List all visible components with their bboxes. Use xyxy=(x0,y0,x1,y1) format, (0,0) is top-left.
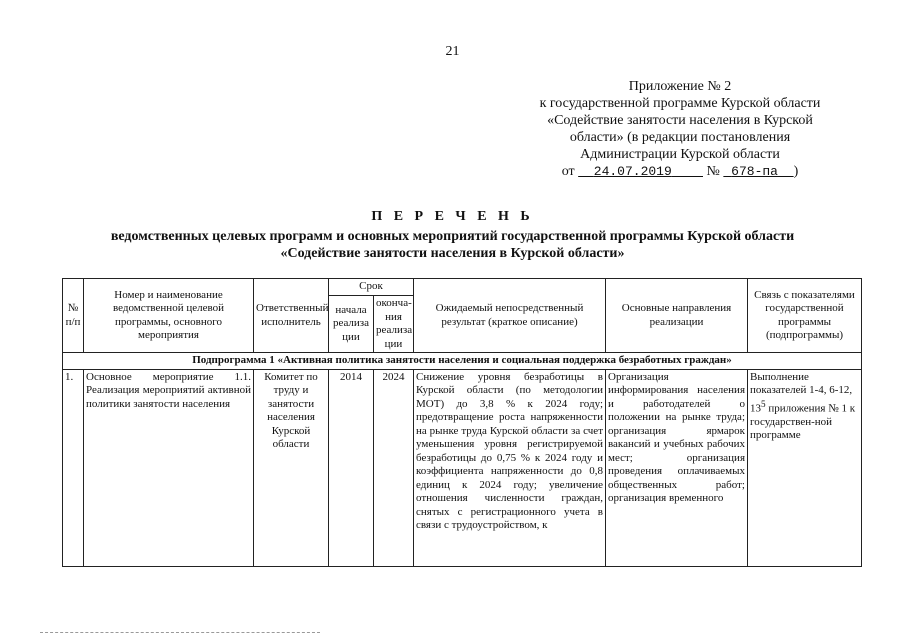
header-directions: Основные направления реализации xyxy=(606,279,748,353)
date-value: 24.07.2019 xyxy=(593,164,672,179)
date-prefix: от xyxy=(561,164,575,179)
appendix-line: к государственной программе Курской области xyxy=(539,96,821,111)
heading-line: «Содействие занятости населения в Курской области» xyxy=(280,246,625,261)
cell-num: 1. xyxy=(63,369,84,566)
number-prefix: № xyxy=(706,164,720,179)
number-value: 678-па xyxy=(731,164,778,179)
cell-name: Основное мероприятие 1.1. Реализация мероприятий активной политики занятости населения xyxy=(84,369,254,566)
heading-line: ведомственных целевых программ и основных мероприятий государственной программы Курской области xyxy=(110,229,795,244)
header-row xyxy=(63,279,862,296)
appendix-line: области» (в редакции постановления xyxy=(569,130,791,145)
header-result: Ожидаемый непосредственный результат (краткое описание) xyxy=(414,279,606,353)
header-link: Связь с показателями государственной программы (подпрограммы) xyxy=(748,279,862,353)
header-num: № п/п xyxy=(63,279,84,353)
link-superscript: 5 xyxy=(761,398,766,409)
cell-executor: Комитет по труду и занятости населения Курской области xyxy=(254,369,329,566)
cell-directions: Организация информирования населения и работодателей о положении на рынке труда; организация ярмарок вакансий и учебных рабочих мест; организация проведения оплачиваемых общественных работ; организация временного xyxy=(606,369,748,566)
subprogram-title: Подпрограмма 1 «Активная политика занятости населения и социальная поддержка безработных граждан» xyxy=(63,353,862,370)
appendix-title: Приложение № 2 xyxy=(628,79,732,94)
appendix-date-line: от 24.07.2019 № 678-па ) xyxy=(561,164,799,179)
appendix-line: «Содействие занятости населения в Курской xyxy=(547,113,813,128)
header-start: начала реализа ции xyxy=(329,296,374,353)
page-number: 21 xyxy=(445,44,460,59)
header-executor: Ответственный исполнитель xyxy=(254,279,329,353)
cell-end: 2024 xyxy=(374,369,414,566)
cell-result: Снижение уровня безработицы в Курской области (по методологии МОТ) до 3,8 % к 2024 году; предотвращение роста напряженности на рынке труда Курской области за счет уменьшения уровня регистрируемой безработицы до 0,75 % к 2024 году и коэффициента напряженности до 0,8 единиц к 2024 году; увеличение отношения численности граждан, снятых с регистрационного учета в связи с трудоустройством, к xyxy=(414,369,606,566)
header-name: Номер и наименование ведомственной целевой программы, основного мероприятия xyxy=(84,279,254,353)
subprogram-row xyxy=(63,353,862,370)
appendix-block xyxy=(500,78,860,180)
table-row xyxy=(63,369,862,566)
footer-scan-line xyxy=(40,632,320,633)
header-term: Срок xyxy=(329,279,414,296)
heading-title: П Е Р Е Ч Е Н Ь xyxy=(371,209,534,224)
appendix-line: Администрации Курской области xyxy=(580,147,780,162)
document-heading xyxy=(0,208,905,262)
programs-table xyxy=(62,278,862,567)
cell-start: 2014 xyxy=(329,369,374,566)
cell-link: Выполнение показателей 1-4, 6-12, $13^5$ приложения № 1 к государствен-ной программе xyxy=(748,369,862,566)
header-end: оконча-ния реализа ции xyxy=(374,296,414,353)
